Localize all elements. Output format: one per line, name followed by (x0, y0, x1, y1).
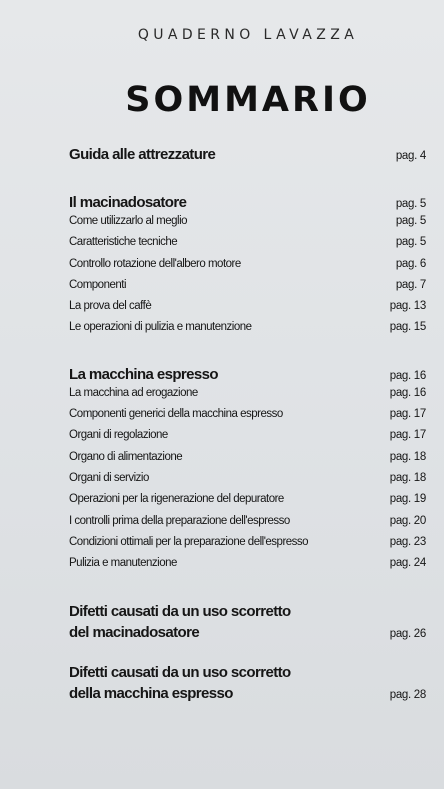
toc-page-number: pag. 17 (389, 429, 426, 442)
toc-item (69, 408, 426, 429)
toc-heading-label: La macchina espresso (69, 365, 218, 383)
toc-page-number: pag. 5 (395, 198, 426, 210)
toc-page-number: pag. 16 (389, 386, 426, 399)
toc-item-label: Come utilizzarlo al meglio (69, 215, 188, 227)
toc-item (69, 536, 426, 557)
toc-item-label: Pulizia e manutenzione (69, 557, 177, 570)
toc-item (69, 472, 426, 493)
toc-item (69, 300, 426, 321)
brand-header: QUADERNO LAVAZZA (137, 27, 359, 43)
toc-item-label: Componenti generici della macchina espresso (69, 408, 283, 421)
toc-item-label: Caratteristiche tecniche (69, 236, 178, 249)
toc-heading-line: della macchina espresso (69, 685, 233, 703)
toc-heading-line: Difetti causati da un uso scorretto (69, 603, 291, 621)
toc-item (69, 515, 426, 536)
toc-heading-label (69, 601, 291, 643)
toc-heading-label (69, 662, 291, 704)
toc-page-number: pag. 26 (389, 628, 426, 641)
toc-section-grinder (69, 194, 426, 343)
toc-section-guide (69, 146, 426, 167)
toc-page-number: pag. 23 (389, 535, 426, 548)
toc-item (69, 387, 426, 408)
toc-page-number: pag. 6 (395, 257, 426, 270)
toc-page-number: pag. 5 (395, 236, 426, 249)
toc-page-number: pag. 20 (389, 514, 426, 527)
toc-page-number: pag. 17 (389, 408, 426, 421)
toc-item-label: Organi di servizio (69, 471, 149, 484)
toc-page-number: pag. 13 (389, 300, 426, 313)
toc-page-number: pag. 15 (389, 321, 426, 334)
toc-item-label: Condizioni ottimali per la preparazione dell'espresso (69, 535, 309, 548)
toc-page-number: pag. 16 (389, 369, 426, 382)
toc-item (69, 215, 426, 236)
toc-page-number: pag. 19 (389, 493, 426, 506)
toc-page-number: pag. 4 (395, 150, 426, 162)
toc-page-number: pag. 24 (389, 557, 426, 570)
table-of-contents (69, 146, 426, 723)
toc-heading-label: Il macinadosatore (69, 194, 187, 211)
toc-heading-label: Guida alle attrezzature (69, 146, 216, 163)
toc-item (69, 429, 426, 450)
toc-item-label: Componenti (69, 278, 127, 291)
toc-page-number: pag. 7 (395, 278, 426, 291)
toc-item-label: Organo di alimentazione (69, 450, 183, 463)
toc-heading-line: del macinadosatore (69, 624, 200, 642)
toc-page-number: pag. 28 (389, 689, 426, 702)
toc-section-defects-machine (69, 662, 426, 704)
toc-section-defects-grinder (69, 601, 426, 643)
toc-page-number: pag. 5 (395, 215, 426, 227)
toc-item-label: I controlli prima della preparazione dell'espresso (69, 514, 290, 527)
toc-item (69, 557, 426, 578)
toc-item-label: Operazioni per la rigenerazione del depuratore (69, 493, 284, 506)
toc-heading-line: Difetti causati da un uso scorretto (69, 664, 291, 682)
toc-item (69, 279, 426, 300)
toc-item-label: La prova del caffè (69, 300, 152, 313)
toc-heading-row (69, 146, 426, 167)
toc-item-label: Le operazioni di pulizia e manutenzione (69, 321, 252, 334)
toc-page-number: pag. 18 (389, 450, 426, 463)
toc-section-machine (69, 366, 426, 579)
toc-page-number: pag. 18 (389, 471, 426, 484)
toc-item (69, 258, 426, 279)
toc-heading-row (69, 194, 426, 215)
toc-item-label: La macchina ad erogazione (69, 386, 198, 399)
toc-item (69, 236, 426, 257)
toc-item-label: Controllo rotazione dell'albero motore (69, 257, 241, 270)
toc-item (69, 321, 426, 342)
page-title: SOMMARIO (125, 80, 371, 120)
toc-item (69, 493, 426, 514)
toc-item (69, 451, 426, 472)
toc-item-label: Organi di regolazione (69, 429, 168, 442)
toc-heading-row (69, 366, 426, 387)
